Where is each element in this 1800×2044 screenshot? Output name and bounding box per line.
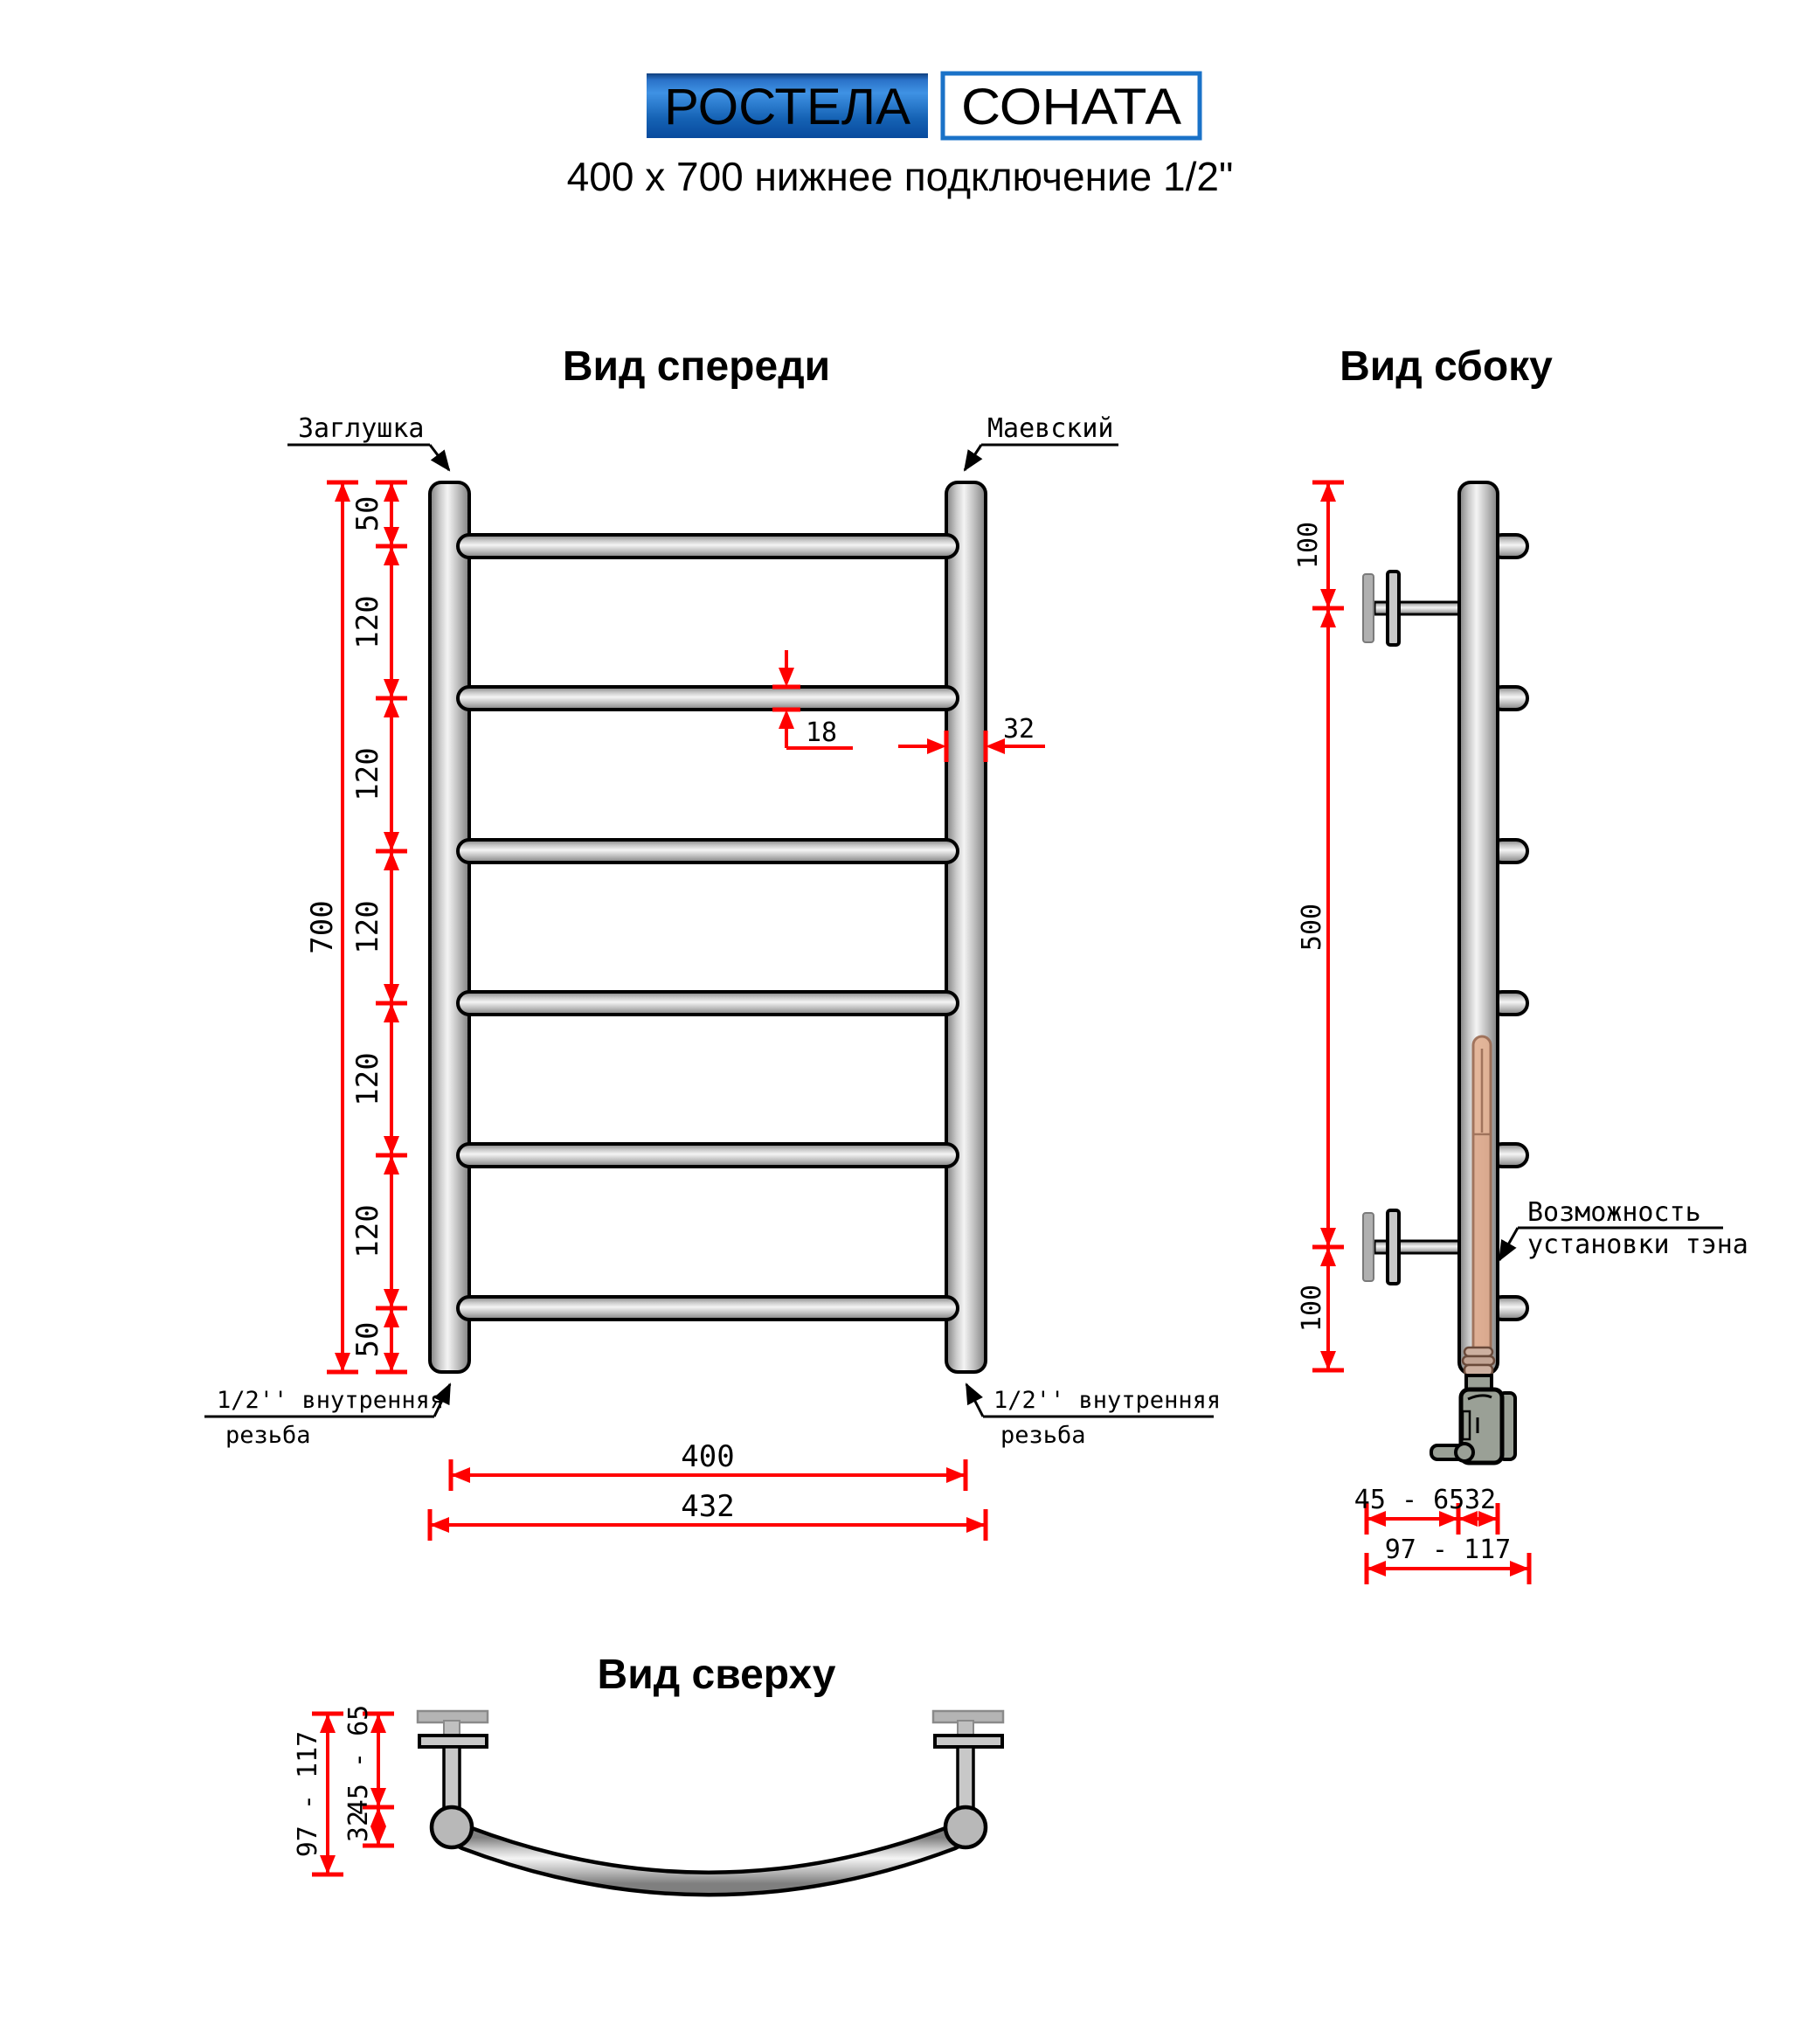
right-post [946, 482, 986, 1372]
curved-rung [466, 1838, 952, 1884]
thread-left-line2: резьба [225, 1422, 311, 1449]
wall-bracket-bottom [1363, 1210, 1462, 1284]
thread-right-line2: резьба [1000, 1422, 1086, 1449]
callout-thread-right [966, 1384, 1221, 1449]
element-flange [1463, 1348, 1494, 1375]
air-valve-label: Маевский [987, 413, 1114, 444]
locknut-plate [1388, 572, 1399, 645]
side-view-title: Вид сбоку [1340, 343, 1553, 390]
thread-right-line1: 1/2'' внутренняя [993, 1387, 1222, 1414]
dim-97-117: 97 - 117 [1384, 1535, 1512, 1565]
dim-seg-120-3: 120 [350, 900, 385, 954]
ten-label-line2: установки тэна [1527, 1230, 1748, 1260]
post-section [432, 1807, 472, 1847]
callout-air-valve [965, 413, 1118, 470]
dim-seg-120-5: 120 [350, 1204, 385, 1258]
dim-segment-chain [350, 482, 407, 1372]
heater-head [1431, 1375, 1515, 1463]
dim-width-outer [430, 1489, 986, 1541]
rung-2 [458, 687, 958, 710]
dim-seg-120-4: 120 [350, 1052, 385, 1106]
stem-lower [958, 1747, 973, 1810]
dim-45-65: 45 - 65 [1353, 1485, 1465, 1515]
top-view-title: Вид сверху [597, 1652, 836, 1698]
rung-4 [458, 992, 958, 1015]
locknut-plate [419, 1736, 487, 1747]
top-bracket-right [933, 1711, 1003, 1847]
dim-total-depth [1367, 1535, 1529, 1584]
dim-432: 432 [681, 1489, 735, 1524]
drawing-subtitle: 400 x 700 нижнее подключение 1/2" [566, 154, 1234, 199]
rungs [458, 535, 958, 1320]
dim-top-32: 32 [343, 1810, 374, 1843]
dim-400: 400 [681, 1439, 735, 1474]
plug-label: Заглушка [298, 413, 425, 444]
brand-name: РОСТЕЛА [664, 79, 911, 135]
dim-100-bottom: 100 [1297, 1284, 1327, 1333]
dim-depth-chain [1354, 1485, 1498, 1535]
dim-seg-50-bottom: 50 [350, 1321, 385, 1358]
rung-3 [458, 840, 958, 863]
callout-heating-element [1499, 1197, 1748, 1260]
callout-thread-left [204, 1384, 450, 1449]
dim-500: 500 [1297, 903, 1327, 952]
locknut-plate [1388, 1210, 1399, 1284]
dim-seg-120-1: 120 [350, 595, 385, 649]
dim-18: 18 [805, 717, 838, 748]
post-section [945, 1807, 986, 1847]
dim-700: 700 [305, 900, 340, 954]
front-view-title: Вид спереди [562, 343, 831, 390]
dim-width-centers [451, 1439, 966, 1491]
front-view [204, 343, 1221, 1541]
cable-gland [1456, 1444, 1473, 1461]
callout-plug [287, 413, 449, 470]
dim-32: 32 [1002, 714, 1035, 745]
dim-post-32: 32 [1464, 1485, 1497, 1515]
dim-top-45-65: 45 - 65 [343, 1704, 374, 1816]
rung-6 [458, 1297, 958, 1320]
ten-label-line1: Возможность [1527, 1197, 1701, 1228]
wall-plate [1363, 574, 1374, 642]
header [567, 73, 1234, 199]
left-post [430, 482, 469, 1372]
wall-bracket-top [1363, 572, 1462, 645]
dim-top-total-depth [293, 1714, 343, 1874]
dim-seg-120-2: 120 [350, 747, 385, 801]
locknut-plate [935, 1736, 1002, 1747]
stem-lower [444, 1747, 460, 1810]
dim-side-chain [1293, 482, 1344, 1370]
dim-top-wall-chain [343, 1705, 394, 1846]
heating-element [1473, 1036, 1491, 1372]
model-name: СОНАТА [961, 79, 1182, 135]
dim-100-top: 100 [1293, 521, 1324, 570]
dim-seg-50-top: 50 [350, 495, 385, 532]
wall-plate [1363, 1213, 1374, 1281]
rung-5 [458, 1144, 958, 1167]
thread-left-line1: 1/2'' внутренняя [217, 1387, 445, 1414]
dim-top-97-117: 97 - 117 [293, 1730, 323, 1858]
rung-1 [458, 535, 958, 558]
top-view [293, 1652, 1003, 1884]
top-bracket-left [418, 1711, 488, 1847]
side-view [1293, 343, 1748, 1584]
